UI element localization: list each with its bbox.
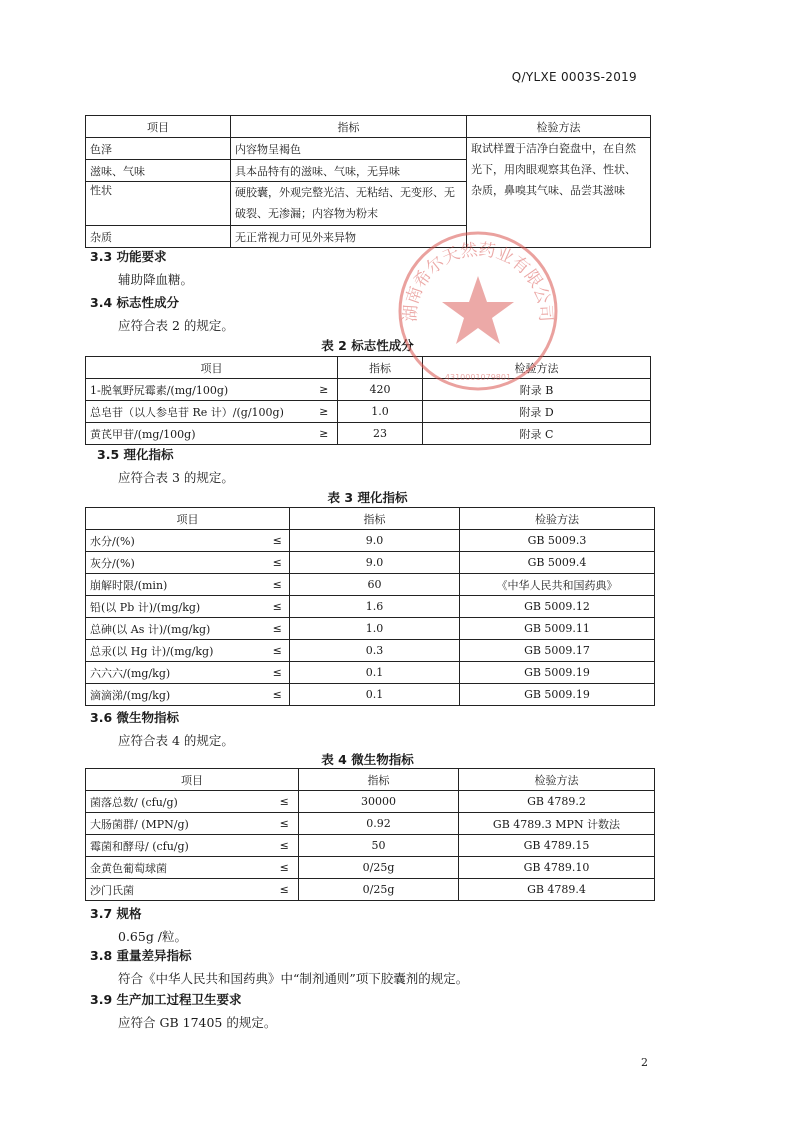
method-cell: GB 5009.12 [460, 596, 655, 618]
marker-component-table [85, 356, 651, 445]
section-heading-3-4: 3.4 标志性成分 [90, 295, 179, 310]
value-cell: 0.92 [299, 813, 459, 835]
method-cell: 《中华人民共和国药典》 [460, 574, 655, 596]
method-cell: GB 5009.4 [460, 552, 655, 574]
operator-cell: ≤ [271, 813, 299, 835]
section-heading-3-3: 3.3 功能要求 [90, 249, 167, 264]
section-heading-3-7: 3.7 规格 [90, 906, 142, 921]
item-cell: 色泽 [86, 138, 231, 160]
value-cell: 9.0 [290, 530, 460, 552]
operator-cell: ≥ [311, 379, 338, 401]
item-cell: 金黄色葡萄球菌 [86, 857, 271, 879]
table-header-row [86, 357, 651, 379]
seal-code-text: 4310001079801 [444, 373, 512, 382]
table-row [86, 379, 651, 401]
table-row [86, 138, 651, 160]
column-header: 项目 [86, 508, 290, 530]
column-header: 项目 [86, 116, 231, 138]
item-cell: 沙门氏菌 [86, 879, 271, 901]
section-text-3-5: 应符合表 3 的规定。 [118, 470, 234, 485]
method-cell: GB 4789.4 [459, 879, 655, 901]
item-cell: 崩解时限/(min) [86, 574, 266, 596]
method-cell: GB 4789.3 MPN 计数法 [459, 813, 655, 835]
operator-cell: ≤ [266, 662, 290, 684]
operator-cell: ≥ [311, 401, 338, 423]
company-seal-icon [395, 228, 561, 394]
operator-cell: ≤ [271, 835, 299, 857]
value-cell: 0.3 [290, 640, 460, 662]
operator-cell: ≤ [266, 618, 290, 640]
item-cell: 六六六/(mg/kg) [86, 662, 266, 684]
operator-cell: ≤ [266, 684, 290, 706]
operator-cell: ≤ [271, 857, 299, 879]
value-cell: 硬胶囊，外观完整光洁、无粘结、无变形、无破裂、无渗漏；内容物为粉末 [231, 182, 467, 226]
table-row [86, 574, 655, 596]
value-cell: 0.1 [290, 662, 460, 684]
table-row [86, 662, 655, 684]
table-row [86, 791, 655, 813]
item-cell: 1-脱氧野尻霉素/(mg/100g) [86, 379, 311, 401]
table-row [86, 835, 655, 857]
section-text-3-7: 0.65g /粒。 [118, 929, 188, 944]
value-cell: 420 [338, 379, 423, 401]
method-cell: GB 4789.2 [459, 791, 655, 813]
table-caption: 表 4 微生物指标 [321, 752, 414, 767]
item-cell: 霉菌和酵母/ (cfu/g) [86, 835, 271, 857]
item-cell: 滋味、气味 [86, 160, 231, 182]
method-cell: GB 5009.19 [460, 662, 655, 684]
item-cell: 总砷(以 As 计)/(mg/kg) [86, 618, 266, 640]
table-header-row [86, 508, 655, 530]
value-cell: 60 [290, 574, 460, 596]
item-cell: 性状 [86, 182, 231, 226]
table-row [86, 423, 651, 445]
value-cell: 23 [338, 423, 423, 445]
item-cell: 水分/(%) [86, 530, 266, 552]
value-cell: 0/25g [299, 857, 459, 879]
operator-cell: ≤ [266, 552, 290, 574]
method-cell: 附录 B [423, 379, 651, 401]
method-cell: GB 5009.11 [460, 618, 655, 640]
section-text-3-3: 辅助降血糖。 [118, 272, 194, 287]
physicochemical-table [85, 507, 655, 706]
value-cell: 9.0 [290, 552, 460, 574]
operator-cell: ≤ [266, 574, 290, 596]
method-cell: GB 4789.15 [459, 835, 655, 857]
item-cell: 菌落总数/ (cfu/g) [86, 791, 271, 813]
section-text-3-9: 应符合 GB 17405 的规定。 [118, 1015, 277, 1030]
column-header: 检验方法 [423, 357, 651, 379]
column-header: 指标 [231, 116, 467, 138]
section-text-3-8: 符合《中华人民共和国药典》中“制剂通则”项下胶囊剂的规定。 [118, 971, 469, 986]
table-row [86, 552, 655, 574]
table-header-row [86, 769, 655, 791]
item-cell: 大肠菌群/ (MPN/g) [86, 813, 271, 835]
value-cell: 1.0 [338, 401, 423, 423]
method-cell: 附录 C [423, 423, 651, 445]
value-cell: 1.6 [290, 596, 460, 618]
column-header: 检验方法 [467, 116, 651, 138]
item-cell: 滴滴涕/(mg/kg) [86, 684, 266, 706]
table-caption: 表 3 理化指标 [327, 490, 408, 505]
table-row [86, 530, 655, 552]
value-cell: 具本品特有的滋味、气味，无异味 [231, 160, 467, 182]
column-header: 指标 [338, 357, 423, 379]
table-caption: 表 2 标志性成分 [321, 338, 414, 353]
table-row [86, 618, 655, 640]
sensory-table [85, 115, 651, 248]
method-cell: GB 5009.3 [460, 530, 655, 552]
operator-cell: ≤ [271, 791, 299, 813]
table-row [86, 640, 655, 662]
value-cell: 0/25g [299, 879, 459, 901]
section-text-3-6: 应符合表 4 的规定。 [118, 733, 234, 748]
column-header: 检验方法 [460, 508, 655, 530]
method-cell: GB 4789.10 [459, 857, 655, 879]
item-cell: 黄芪甲苷/(mg/100g) [86, 423, 311, 445]
item-cell: 铅(以 Pb 计)/(mg/kg) [86, 596, 266, 618]
column-header: 项目 [86, 357, 338, 379]
item-cell: 总皂苷（以人参皂苷 Re 计）/(g/100g) [86, 401, 311, 423]
column-header: 项目 [86, 769, 299, 791]
column-header: 指标 [299, 769, 459, 791]
value-cell: 50 [299, 835, 459, 857]
value-cell: 30000 [299, 791, 459, 813]
page-number: 2 [641, 1056, 648, 1069]
table-row [86, 596, 655, 618]
operator-cell: ≤ [271, 879, 299, 901]
section-text-3-4: 应符合表 2 的规定。 [118, 318, 234, 333]
item-cell: 杂质 [86, 226, 231, 248]
column-header: 检验方法 [459, 769, 655, 791]
section-heading-3-8: 3.8 重量差异指标 [90, 948, 192, 963]
table-row [86, 813, 655, 835]
operator-cell: ≤ [266, 596, 290, 618]
value-cell: 0.1 [290, 684, 460, 706]
section-heading-3-9: 3.9 生产加工过程卫生要求 [90, 992, 242, 1007]
table-row [86, 401, 651, 423]
item-cell: 总汞(以 Hg 计)/(mg/kg) [86, 640, 266, 662]
method-cell: 取试样置于洁净白瓷盘中，在自然光下，用肉眼观察其色泽、性状、杂质，鼻嗅其气味、品尝其滋味 [467, 138, 651, 248]
value-cell: 内容物呈褐色 [231, 138, 467, 160]
microbiological-table [85, 768, 655, 901]
seal-company-text: 湖南希尔天然药业有限公司 [400, 239, 556, 323]
value-cell: 1.0 [290, 618, 460, 640]
table-header-row [86, 116, 651, 138]
operator-cell: ≤ [266, 530, 290, 552]
value-cell: 无正常视力可见外来异物 [231, 226, 467, 248]
operator-cell: ≥ [311, 423, 338, 445]
table-row [86, 684, 655, 706]
method-cell: 附录 D [423, 401, 651, 423]
method-cell: GB 5009.19 [460, 684, 655, 706]
table-row [86, 879, 655, 901]
method-cell: GB 5009.17 [460, 640, 655, 662]
section-heading-3-5: 3.5 理化指标 [97, 447, 174, 462]
section-heading-3-6: 3.6 微生物指标 [90, 710, 179, 725]
operator-cell: ≤ [266, 640, 290, 662]
item-cell: 灰分/(%) [86, 552, 266, 574]
table-row [86, 857, 655, 879]
column-header: 指标 [290, 508, 460, 530]
document-number: Q/YLXE 0003S-2019 [511, 70, 637, 84]
